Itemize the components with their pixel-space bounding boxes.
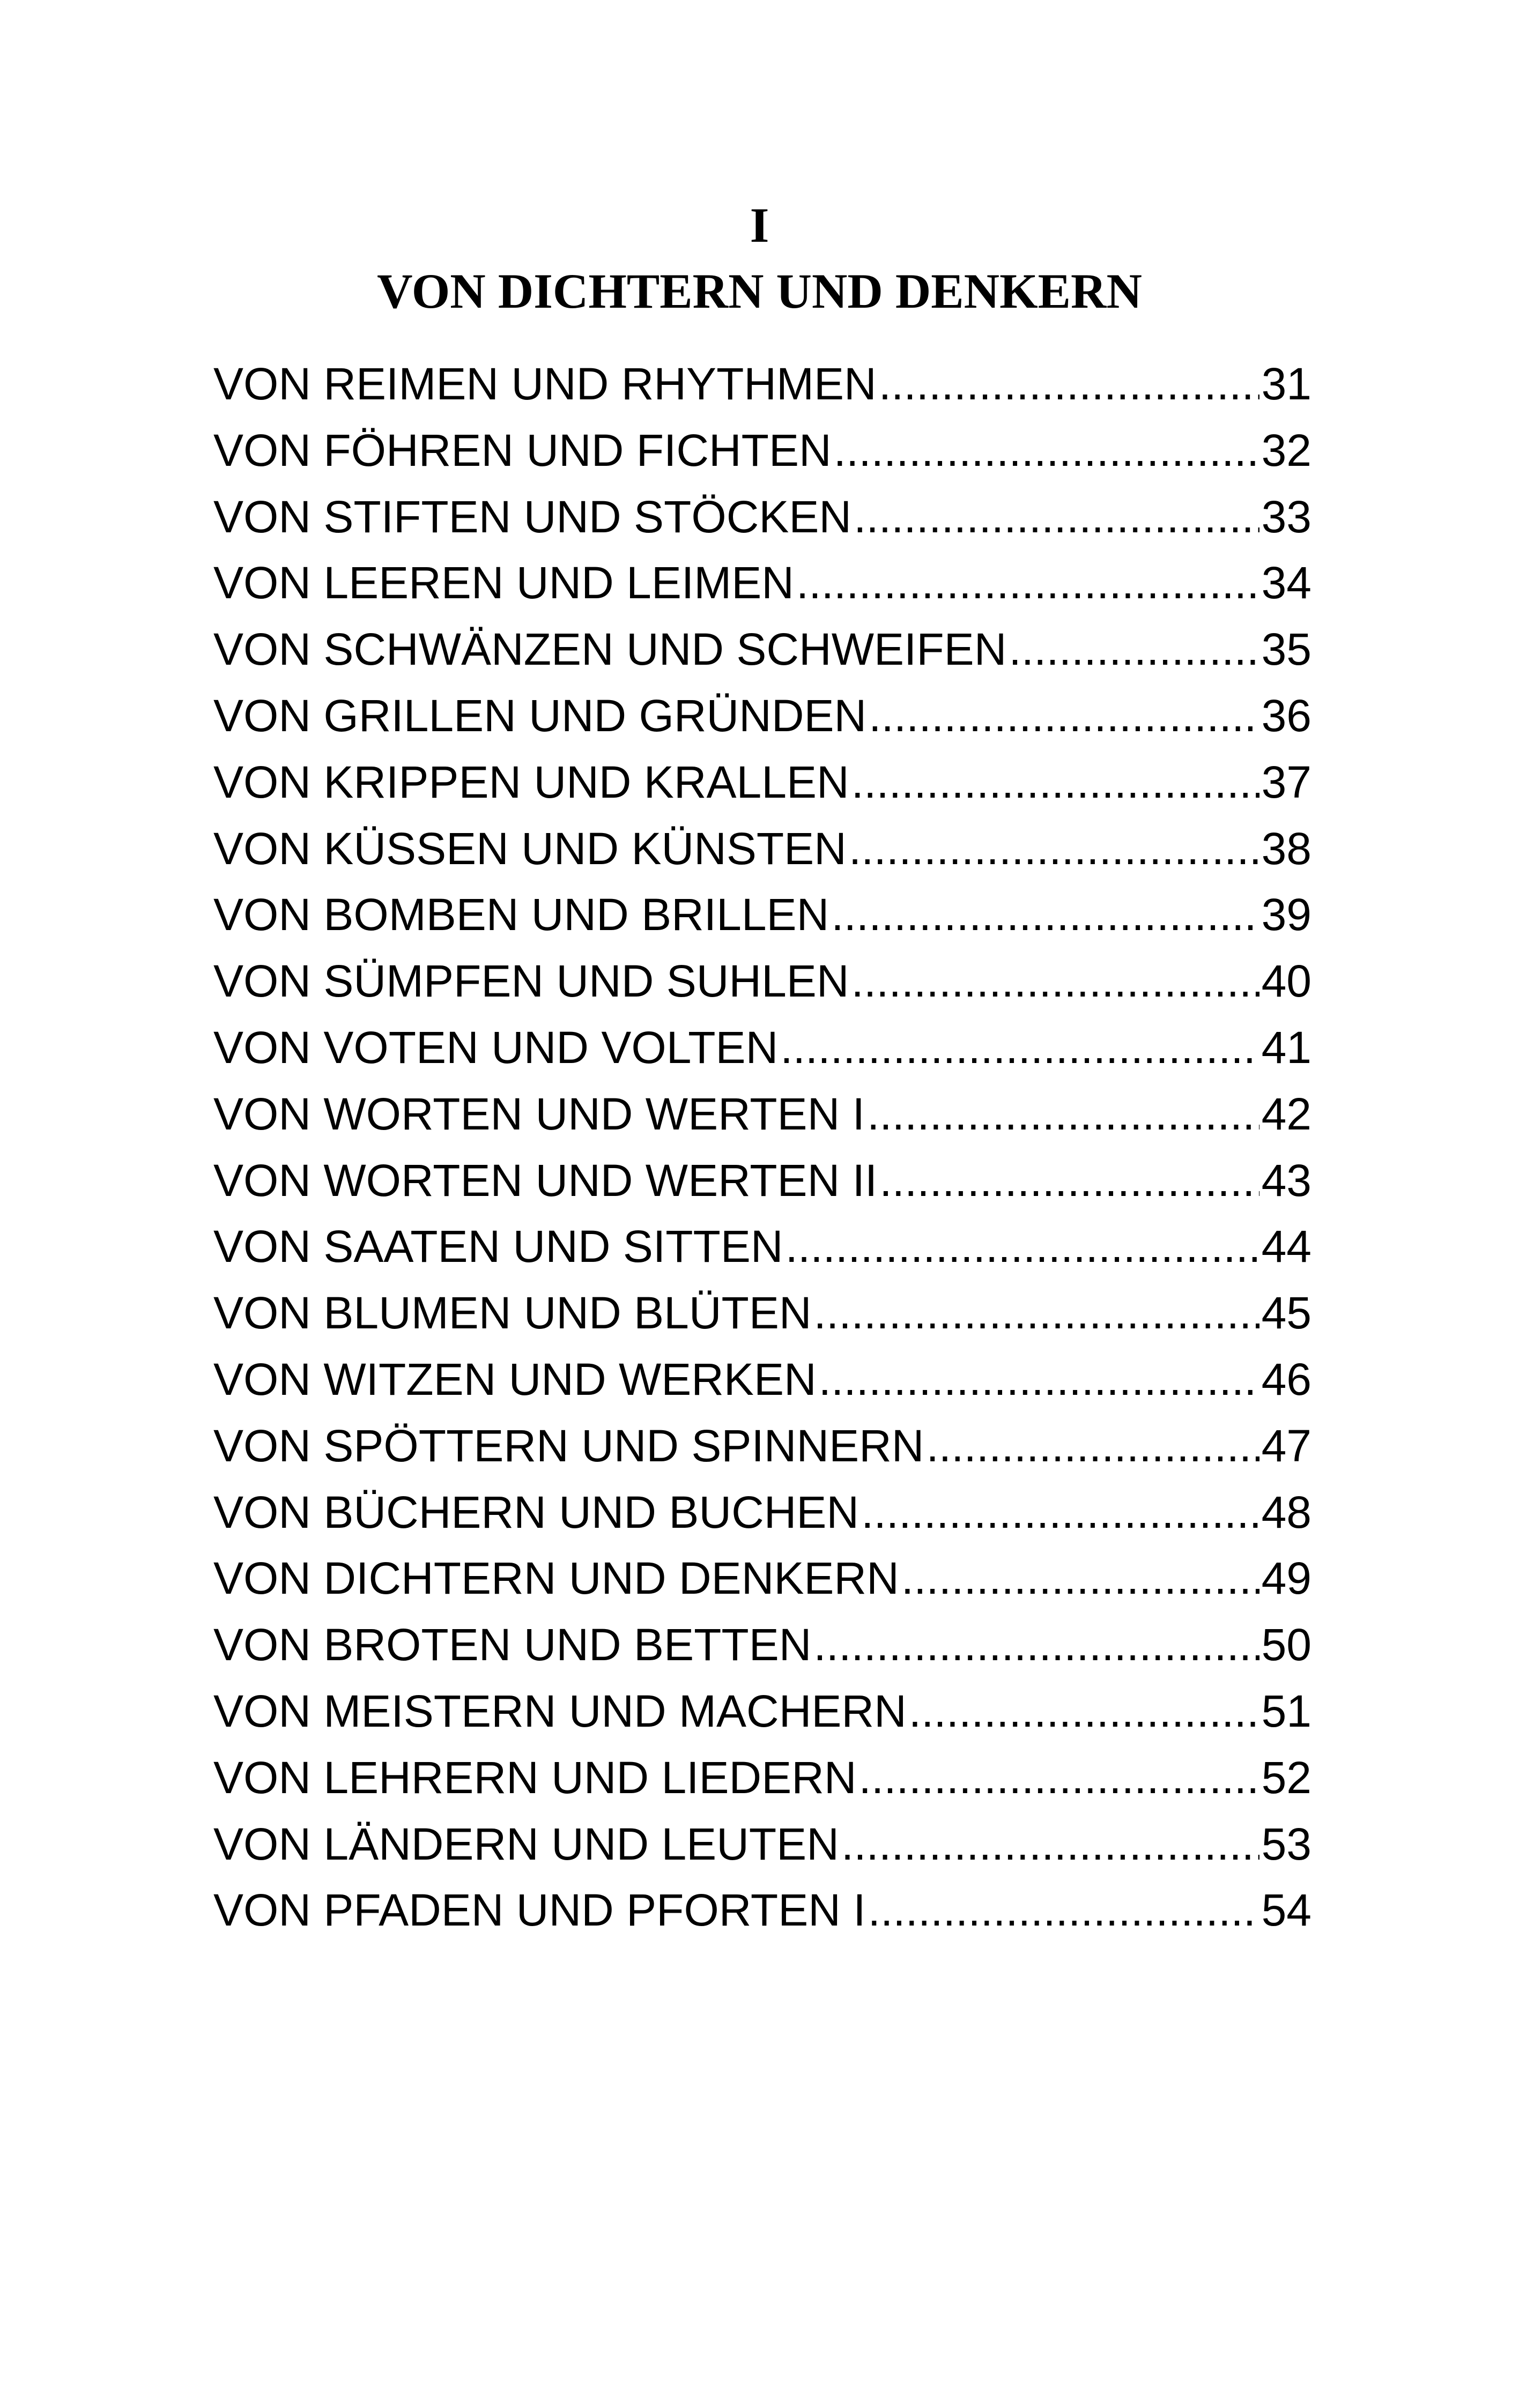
toc-entry-page-number: 34 [1261, 558, 1311, 608]
toc-entry-page-number: 33 [1261, 491, 1311, 542]
toc-dot-leader [868, 1877, 1259, 1944]
toc-dot-leader [854, 484, 1259, 551]
toc-dot-leader [1009, 616, 1259, 683]
toc-entry-page-number: 47 [1261, 1420, 1311, 1471]
toc-dot-leader [909, 1678, 1259, 1745]
toc-dot-leader [834, 418, 1259, 484]
toc-entry [213, 418, 1311, 484]
toc-entry-page-number: 35 [1261, 624, 1311, 675]
toc-entry-page-number: 51 [1261, 1685, 1311, 1736]
toc-entry [213, 1745, 1311, 1811]
toc-entry [213, 1347, 1311, 1413]
toc-entry [213, 1480, 1311, 1546]
toc-entry-page-number: 42 [1261, 1088, 1311, 1139]
toc-dot-leader [851, 749, 1259, 816]
toc-entry-page-number: 32 [1261, 425, 1311, 475]
toc-entry [213, 1214, 1311, 1280]
chapter-number: I [750, 198, 769, 252]
toc-entry [213, 616, 1311, 683]
toc-entry-title: VON MEISTERN UND MACHERN [213, 1685, 907, 1736]
toc-dot-leader [926, 1413, 1259, 1480]
toc-entry-title: VON BOMBEN UND BRILLEN [213, 889, 829, 940]
toc-entry-title: VON GRILLEN UND GRÜNDEN [213, 690, 867, 741]
toc-entry-title: VON KÜSSEN UND KÜNSTEN [213, 823, 847, 874]
toc-entry [213, 1877, 1311, 1944]
toc-entry-title: VON WITZEN UND WERKEN [213, 1354, 817, 1404]
toc-entry [213, 1413, 1311, 1480]
toc-dot-leader [849, 816, 1259, 882]
toc-entry-title: VON LÄNDERN UND LEUTEN [213, 1818, 839, 1869]
toc-entry-title: VON LEHRERN UND LIEDERN [213, 1752, 857, 1803]
toc-entry [213, 1545, 1311, 1612]
toc-entry-title: VON SÜMPFEN UND SUHLEN [213, 956, 849, 1007]
toc-dot-leader [813, 1612, 1259, 1678]
toc-entry [213, 484, 1311, 551]
toc-entry-title: VON STIFTEN UND STÖCKEN [213, 491, 852, 542]
toc-entry [213, 351, 1311, 418]
toc-dot-leader [796, 550, 1259, 616]
toc-entry-page-number: 44 [1261, 1221, 1311, 1272]
toc-entry-page-number: 38 [1261, 823, 1311, 874]
toc-dot-leader [879, 1148, 1259, 1214]
toc-entry-page-number: 31 [1261, 359, 1311, 409]
toc-entry [213, 1015, 1311, 1081]
toc-entry [213, 816, 1311, 882]
toc-dot-leader [851, 948, 1259, 1015]
toc-entry-title: VON WORTEN UND WERTEN II [213, 1155, 878, 1206]
toc-entry [213, 1280, 1311, 1347]
toc-dot-leader [867, 1081, 1259, 1148]
toc-entry-title: VON VOTEN UND VOLTEN [213, 1022, 779, 1073]
toc-dot-leader [841, 1811, 1259, 1878]
toc-entry-page-number: 49 [1261, 1553, 1311, 1604]
chapter-title: VON DICHTERN UND DENKERN [377, 264, 1142, 318]
toc-dot-leader [859, 1745, 1259, 1811]
toc-dot-leader [786, 1214, 1259, 1280]
toc-entry-page-number: 45 [1261, 1288, 1311, 1339]
toc-entry-page-number: 36 [1261, 690, 1311, 741]
toc-entry-page-number: 40 [1261, 956, 1311, 1007]
table-of-contents [213, 351, 1311, 1944]
toc-entry [213, 683, 1311, 749]
toc-dot-leader [814, 1280, 1259, 1347]
toc-dot-leader [780, 1015, 1259, 1081]
toc-entry-page-number: 53 [1261, 1818, 1311, 1869]
toc-entry-page-number: 48 [1261, 1487, 1311, 1537]
toc-entry-page-number: 37 [1261, 756, 1311, 807]
toc-dot-leader [901, 1545, 1259, 1612]
toc-entry-title: VON BÜCHERN UND BUCHEN [213, 1487, 859, 1537]
toc-entry [213, 1811, 1311, 1878]
toc-entry-page-number: 41 [1261, 1022, 1311, 1073]
toc-dot-leader [869, 683, 1259, 749]
toc-entry-title: VON SPÖTTERN UND SPINNERN [213, 1420, 924, 1471]
toc-dot-leader [819, 1347, 1259, 1413]
toc-entry-page-number: 43 [1261, 1155, 1311, 1206]
toc-entry-title: VON SAATEN UND SITTEN [213, 1221, 783, 1272]
toc-entry [213, 550, 1311, 616]
toc-dot-leader [831, 882, 1259, 948]
toc-entry-page-number: 50 [1261, 1619, 1311, 1670]
toc-entry-title: VON BLUMEN UND BLÜTEN [213, 1288, 812, 1339]
toc-entry [213, 749, 1311, 816]
toc-entry-title: VON SCHWÄNZEN UND SCHWEIFEN [213, 624, 1007, 675]
toc-entry-title: VON DICHTERN UND DENKERN [213, 1553, 899, 1604]
toc-entry [213, 1081, 1311, 1148]
toc-entry-title: VON LEEREN UND LEIMEN [213, 558, 794, 608]
toc-entry [213, 1612, 1311, 1678]
toc-entry-page-number: 52 [1261, 1752, 1311, 1803]
toc-entry [213, 948, 1311, 1015]
toc-entry-page-number: 39 [1261, 889, 1311, 940]
toc-entry-title: VON KRIPPEN UND KRALLEN [213, 756, 849, 807]
toc-entry [213, 882, 1311, 948]
toc-entry-title: VON FÖHREN UND FICHTEN [213, 425, 832, 475]
toc-entry [213, 1148, 1311, 1214]
toc-entry-page-number: 54 [1261, 1885, 1311, 1936]
toc-dot-leader [861, 1480, 1259, 1546]
toc-entry [213, 1678, 1311, 1745]
toc-entry-title: VON BROTEN UND BETTEN [213, 1619, 812, 1670]
toc-entry-page-number: 46 [1261, 1354, 1311, 1404]
toc-entry-title: VON PFADEN UND PFORTEN I [213, 1885, 866, 1936]
toc-entry-title: VON WORTEN UND WERTEN I [213, 1088, 865, 1139]
toc-entry-title: VON REIMEN UND RHYTHMEN [213, 359, 877, 409]
toc-dot-leader [879, 351, 1259, 418]
